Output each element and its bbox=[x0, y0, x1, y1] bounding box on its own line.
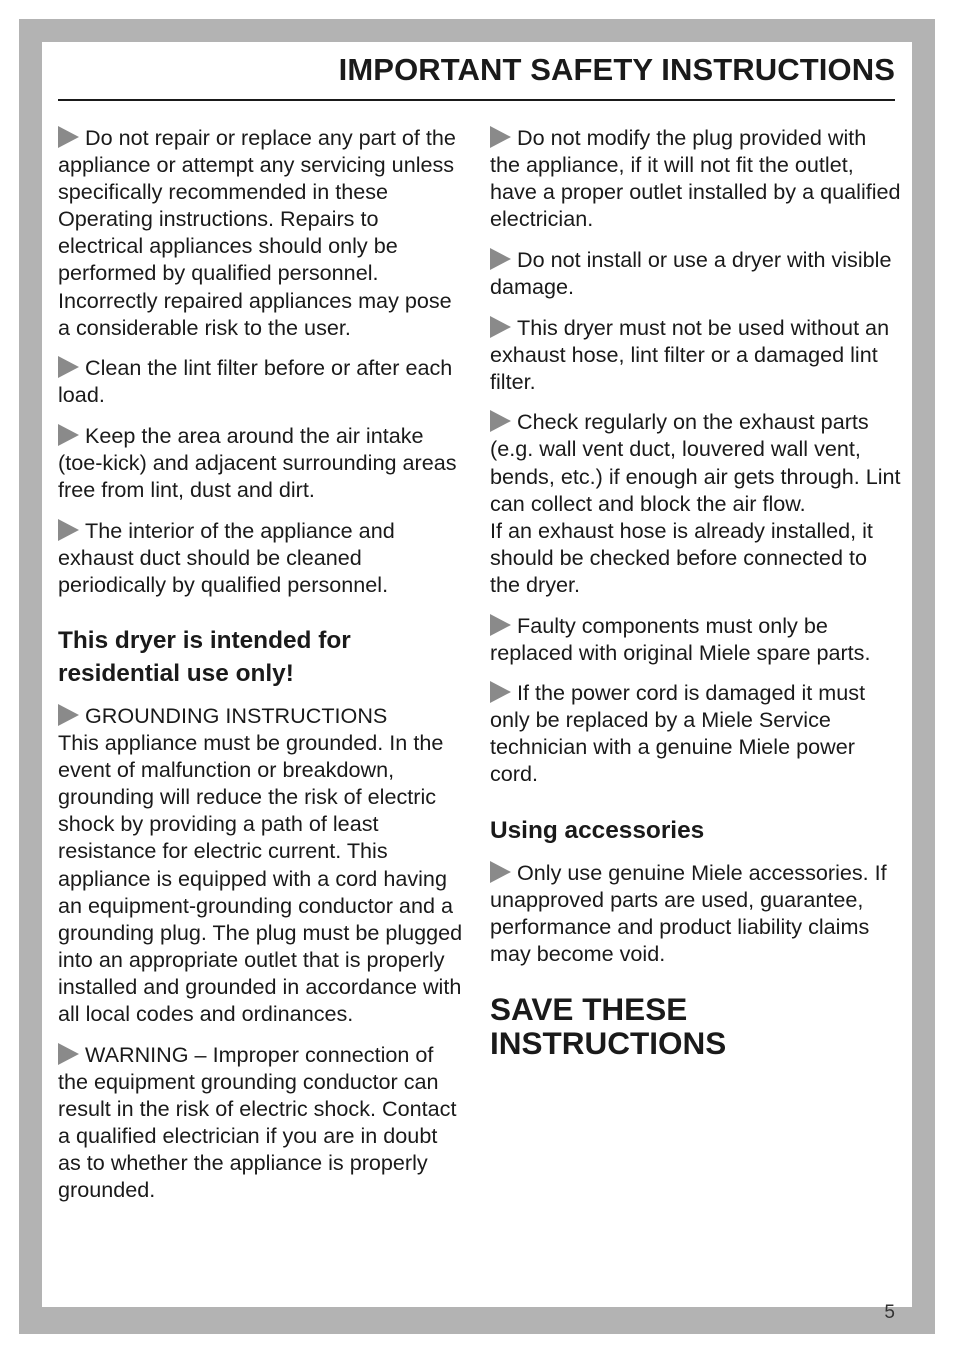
left-paragraph-air-intake: Keep the area around the air intake (toe-kick) and adjacent surrounding areas free from lint, dust and dirt. bbox=[58, 422, 457, 503]
bullet-triangle-icon bbox=[490, 316, 511, 338]
bullet-triangle-icon bbox=[490, 126, 511, 148]
right-paragraph-exhaust-hose: This dryer must not be used without an exhaust hose, lint filter or a damaged lint filter. bbox=[490, 314, 890, 394]
page-number: 5 bbox=[884, 1302, 895, 1323]
bullet-triangle-icon bbox=[58, 356, 79, 378]
right-paragraph-plug: Do not modify the plug provided with the appliance, if it will not fit the outlet, have a proper outlet installed by a qualified electrician. bbox=[490, 125, 901, 232]
right-paragraph-faulty-components: Faulty components must only be replaced with original Miele spare parts. bbox=[490, 612, 871, 665]
right-column bbox=[490, 124, 902, 1060]
left-column bbox=[58, 124, 466, 1217]
bullet-triangle-icon bbox=[58, 1043, 79, 1065]
bullet-triangle-icon bbox=[490, 861, 511, 883]
bullet-triangle-icon bbox=[58, 126, 79, 148]
right-paragraph-visible-damage: Do not install or use a dryer with visible damage. bbox=[490, 246, 892, 299]
right-paragraph-power-cord: If the power cord is damaged it must only be replaced by a Miele Service technician with a genuine Miele power cord. bbox=[490, 680, 866, 787]
section-heading-residential: This dryer is intended for residential use only! bbox=[58, 627, 351, 687]
save-instructions-heading: SAVE THESE INSTRUCTIONS bbox=[490, 990, 727, 1061]
left-paragraph-warning: WARNING – Improper connection of the equipment grounding conductor can result in the risk of electric shock. Contact a qualified electrician if you are in doubt as to whether the appliance is properly grounded. bbox=[58, 1041, 457, 1203]
left-paragraph-repairs: Do not repair or replace any part of the appliance or attempt any servicing unless specifically recommended in these Operating instructions. Repairs to electrical appliances should only be performed by qualified personnel. Incorrectly repaired appliances may pose a considerable risk to the user. bbox=[58, 125, 456, 340]
bullet-triangle-icon bbox=[490, 248, 511, 270]
bullet-triangle-icon bbox=[58, 704, 79, 726]
page-title: IMPORTANT SAFETY INSTRUCTIONS bbox=[338, 52, 895, 87]
section-heading-accessories: Using accessories bbox=[490, 816, 705, 844]
bullet-triangle-icon bbox=[58, 519, 79, 541]
left-paragraph-interior-cleaning: The interior of the appliance and exhaust duct should be cleaned periodically by qualified personnel. bbox=[58, 517, 395, 597]
bullet-triangle-icon bbox=[490, 681, 511, 703]
left-paragraph-grounding: GROUNDING INSTRUCTIONS This appliance must be grounded. In the event of malfunction or breakdown, grounding will reduce the risk of electric shock by providing a path of least resistance for electric current. This appliance is equipped with a cord having an equipment-grounding conductor and a grounding plug. The plug must be plugged into an appropriate outlet that is properly installed and grounded in accordance with all local codes and ordinances. bbox=[58, 703, 463, 1027]
bullet-triangle-icon bbox=[58, 424, 79, 446]
right-paragraph-exhaust-parts: Check regularly on the exhaust parts (e.g. wall vent duct, louvered wall vent, bends, etc.) if enough air gets through. Lint can collect and block the air flow. If an exhaust hose is already installed, it should be checked before connected to the dryer. bbox=[490, 409, 901, 597]
left-paragraph-lint-filter: Clean the lint filter before or after each load. bbox=[58, 355, 453, 408]
bullet-triangle-icon bbox=[490, 614, 511, 636]
right-paragraph-accessories: Only use genuine Miele accessories. If unapproved parts are used, guarantee, performance and product liability claims may become void. bbox=[490, 859, 887, 966]
header-divider bbox=[58, 99, 895, 101]
bullet-triangle-icon bbox=[490, 410, 511, 432]
